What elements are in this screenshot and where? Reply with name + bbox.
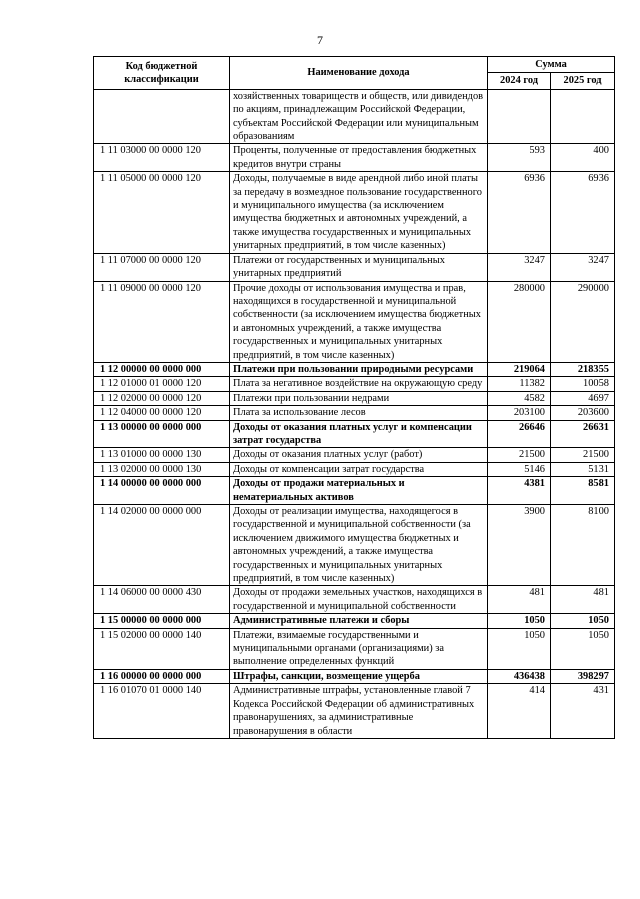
row-value-2024: 280000 (488, 281, 551, 362)
row-name: Платежи от государственных и муниципальных унитарных предприятий (230, 253, 488, 281)
row-value-2024: 203100 (488, 406, 551, 420)
table-body (94, 89, 615, 738)
row-code: 1 13 01000 00 0000 130 (94, 448, 230, 462)
table-row (94, 406, 615, 420)
row-code: 1 11 07000 00 0000 120 (94, 253, 230, 281)
table-row (94, 172, 615, 253)
row-value-2025: 218355 (551, 362, 615, 376)
row-value-2025: 481 (551, 586, 615, 614)
row-code: 1 13 00000 00 0000 000 (94, 420, 230, 448)
row-name: Платежи при пользовании недрами (230, 391, 488, 405)
row-value-2024: 481 (488, 586, 551, 614)
row-value-2024: 4582 (488, 391, 551, 405)
row-name: Административные платежи и сборы (230, 614, 488, 628)
row-value-2025 (551, 89, 615, 144)
row-name: Доходы от оказания платных услуг и компенсации затрат государства (230, 420, 488, 448)
header-name: Наименование дохода (230, 57, 488, 90)
row-value-2025: 3247 (551, 253, 615, 281)
row-code: 1 15 02000 00 0000 140 (94, 628, 230, 669)
row-code: 1 14 00000 00 0000 000 (94, 477, 230, 505)
table-row (94, 614, 615, 628)
row-value-2025: 21500 (551, 448, 615, 462)
table-row (94, 477, 615, 505)
row-code: 1 14 02000 00 0000 000 (94, 505, 230, 586)
row-code: 1 12 02000 00 0000 120 (94, 391, 230, 405)
row-value-2024: 219064 (488, 362, 551, 376)
row-value-2025: 398297 (551, 669, 615, 683)
table-row (94, 144, 615, 172)
row-name: Плата за негативное воздействие на окружающую среду (230, 377, 488, 391)
row-value-2024: 3900 (488, 505, 551, 586)
header-year-2024: 2024 год (488, 73, 551, 89)
row-name: Доходы от продажи материальных и нематериальных активов (230, 477, 488, 505)
row-name: Штрафы, санкции, возмещение ущерба (230, 669, 488, 683)
row-code: 1 12 04000 00 0000 120 (94, 406, 230, 420)
row-name: Доходы от компенсации затрат государства (230, 462, 488, 476)
table-row (94, 448, 615, 462)
table-row (94, 377, 615, 391)
row-value-2025: 10058 (551, 377, 615, 391)
revenue-table (93, 56, 615, 739)
row-code: 1 11 05000 00 0000 120 (94, 172, 230, 253)
row-value-2025: 8581 (551, 477, 615, 505)
row-value-2024: 1050 (488, 614, 551, 628)
row-name: Прочие доходы от использования имущества и прав, находящихся в государственной и муниципальной собственности (за исключением имущества бюджетных и автономных учреждений, а также имущества государственных и муниципальных унитарных предприятий, в том числе казенных) (230, 281, 488, 362)
row-value-2025: 1050 (551, 628, 615, 669)
table-row (94, 669, 615, 683)
row-value-2024 (488, 89, 551, 144)
table-row (94, 462, 615, 476)
row-value-2025: 400 (551, 144, 615, 172)
table-row (94, 684, 615, 739)
row-value-2025: 4697 (551, 391, 615, 405)
row-name: Платежи, взимаемые государственными и муниципальными органами (организациями) за выполнение определенных функций (230, 628, 488, 669)
row-value-2024: 436438 (488, 669, 551, 683)
row-name: Доходы от продажи земельных участков, находящихся в государственной и муниципальной собственности (230, 586, 488, 614)
row-code: 1 12 00000 00 0000 000 (94, 362, 230, 376)
header-sum: Сумма (488, 57, 615, 73)
row-code: 1 13 02000 00 0000 130 (94, 462, 230, 476)
row-name: Доходы от оказания платных услуг (работ) (230, 448, 488, 462)
row-value-2024: 21500 (488, 448, 551, 462)
row-value-2024: 3247 (488, 253, 551, 281)
row-value-2025: 1050 (551, 614, 615, 628)
table-row (94, 253, 615, 281)
table-row (94, 505, 615, 586)
row-code: 1 16 00000 00 0000 000 (94, 669, 230, 683)
table-row (94, 391, 615, 405)
row-code: 1 14 06000 00 0000 430 (94, 586, 230, 614)
table-row (94, 89, 615, 144)
table-row (94, 586, 615, 614)
row-value-2024: 6936 (488, 172, 551, 253)
row-value-2024: 26646 (488, 420, 551, 448)
page-number: 7 (317, 33, 323, 47)
row-name: Плата за использование лесов (230, 406, 488, 420)
row-value-2024: 5146 (488, 462, 551, 476)
table-row (94, 281, 615, 362)
header-code: Код бюджетной классификации (94, 57, 230, 90)
table-row (94, 362, 615, 376)
row-value-2024: 414 (488, 684, 551, 739)
row-name: Доходы, получаемые в виде арендной либо иной платы за передачу в возмездное пользование государственного и муниципального имущества (за исключением имущества бюджетных и автономных учреждений, а также имущества государственных и муниципальных унитарных предприятий, в том числе казенных) (230, 172, 488, 253)
row-code: 1 11 09000 00 0000 120 (94, 281, 230, 362)
row-value-2024: 4381 (488, 477, 551, 505)
row-code: 1 12 01000 01 0000 120 (94, 377, 230, 391)
row-code (94, 89, 230, 144)
table-row (94, 628, 615, 669)
row-value-2025: 431 (551, 684, 615, 739)
row-value-2024: 593 (488, 144, 551, 172)
row-value-2025: 8100 (551, 505, 615, 586)
row-name: хозяйственных товариществ и обществ, или дивидендов по акциям, принадлежащим Российской Федерации, субъектам Российской Федерации или муниципальным образованиям (230, 89, 488, 144)
row-value-2024: 1050 (488, 628, 551, 669)
row-name: Платежи при пользовании природными ресурсами (230, 362, 488, 376)
row-name: Административные штрафы, установленные главой 7 Кодекса Российской Федерации об административных правонарушениях, за административные правонарушения в области (230, 684, 488, 739)
row-name: Доходы от реализации имущества, находящегося в государственной и муниципальной собственности (за исключением движимого имущества бюджетных и автономных учреждений, а также имущества государственных и муниципальных унитарных предприятий, в том числе казенных) (230, 505, 488, 586)
row-value-2025: 5131 (551, 462, 615, 476)
row-value-2025: 26631 (551, 420, 615, 448)
table-row (94, 420, 615, 448)
row-value-2025: 290000 (551, 281, 615, 362)
row-code: 1 11 03000 00 0000 120 (94, 144, 230, 172)
row-code: 1 15 00000 00 0000 000 (94, 614, 230, 628)
row-name: Проценты, полученные от предоставления бюджетных кредитов внутри страны (230, 144, 488, 172)
row-value-2024: 11382 (488, 377, 551, 391)
row-code: 1 16 01070 01 0000 140 (94, 684, 230, 739)
header-year-2025: 2025 год (551, 73, 615, 89)
row-value-2025: 203600 (551, 406, 615, 420)
row-value-2025: 6936 (551, 172, 615, 253)
